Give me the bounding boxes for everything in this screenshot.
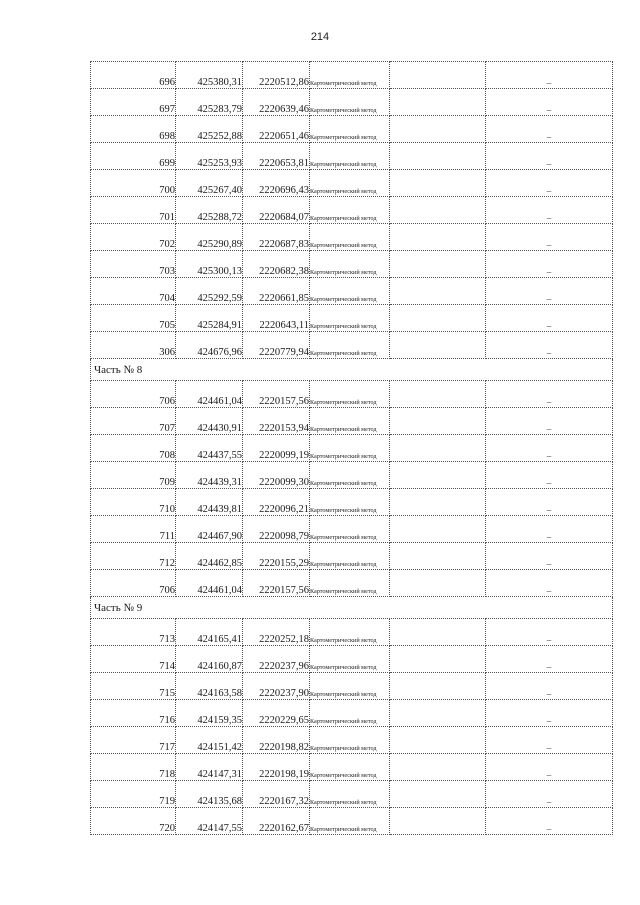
accuracy-cell: – <box>486 89 613 116</box>
y-coordinate-cell: 2220098,79 <box>243 516 310 543</box>
point-number-cell: 715 <box>91 673 176 700</box>
table-row <box>91 381 613 408</box>
method-cell: Картометрический метод <box>310 332 390 359</box>
method-cell: Картометрический метод <box>310 116 390 143</box>
method-cell: Картометрический метод <box>310 570 390 597</box>
point-number-cell: 697 <box>91 89 176 116</box>
table-row <box>91 700 613 727</box>
y-coordinate-cell: 2220229,65 <box>243 700 310 727</box>
empty-cell <box>390 673 486 700</box>
table-row <box>91 516 613 543</box>
point-number-cell: 719 <box>91 781 176 808</box>
y-coordinate-cell: 2220198,19 <box>243 754 310 781</box>
method-cell: Картометрический метод <box>310 462 390 489</box>
empty-cell <box>390 62 486 89</box>
method-cell: Картометрический метод <box>310 251 390 278</box>
y-coordinate-cell: 2220639,46 <box>243 89 310 116</box>
x-coordinate-cell: 424430,91 <box>176 408 243 435</box>
point-number-cell: 701 <box>91 197 176 224</box>
empty-cell <box>390 646 486 673</box>
point-number-cell: 703 <box>91 251 176 278</box>
accuracy-cell: – <box>486 251 613 278</box>
y-coordinate-cell: 2220687,83 <box>243 224 310 251</box>
y-coordinate-cell: 2220155,29 <box>243 543 310 570</box>
x-coordinate-cell: 424163,58 <box>176 673 243 700</box>
y-coordinate-cell: 2220651,46 <box>243 116 310 143</box>
table-row <box>91 727 613 754</box>
x-coordinate-cell: 425283,79 <box>176 89 243 116</box>
accuracy-cell: – <box>486 278 613 305</box>
x-coordinate-cell: 424676,96 <box>176 332 243 359</box>
y-coordinate-cell: 2220167,32 <box>243 781 310 808</box>
method-cell: Картометрический метод <box>310 224 390 251</box>
x-coordinate-cell: 424437,55 <box>176 435 243 462</box>
method-cell: Картометрический метод <box>310 808 390 835</box>
empty-cell <box>390 408 486 435</box>
y-coordinate-cell: 2220162,67 <box>243 808 310 835</box>
point-number-cell: 708 <box>91 435 176 462</box>
accuracy-cell: – <box>486 305 613 332</box>
y-coordinate-cell: 2220099,30 <box>243 462 310 489</box>
point-number-cell: 700 <box>91 170 176 197</box>
accuracy-cell: – <box>486 170 613 197</box>
point-number-cell: 713 <box>91 619 176 646</box>
point-number-cell: 698 <box>91 116 176 143</box>
y-coordinate-cell: 2220653,81 <box>243 143 310 170</box>
section-header <box>91 597 613 619</box>
section-title: Часть № 8 <box>91 359 613 381</box>
table-row <box>91 435 613 462</box>
empty-cell <box>390 305 486 332</box>
y-coordinate-cell: 2220643,11 <box>243 305 310 332</box>
table-row <box>91 570 613 597</box>
x-coordinate-cell: 424151,42 <box>176 727 243 754</box>
empty-cell <box>390 197 486 224</box>
table-row <box>91 62 613 89</box>
y-coordinate-cell: 2220252,18 <box>243 619 310 646</box>
x-coordinate-cell: 424461,04 <box>176 570 243 597</box>
table-row <box>91 808 613 835</box>
method-cell: Картометрический метод <box>310 700 390 727</box>
x-coordinate-cell: 424135,68 <box>176 781 243 808</box>
method-cell: Картометрический метод <box>310 143 390 170</box>
method-cell: Картометрический метод <box>310 516 390 543</box>
empty-cell <box>390 381 486 408</box>
table-row <box>91 754 613 781</box>
y-coordinate-cell: 2220682,38 <box>243 251 310 278</box>
accuracy-cell: – <box>486 462 613 489</box>
accuracy-cell: – <box>486 143 613 170</box>
table-row <box>91 543 613 570</box>
empty-cell <box>390 543 486 570</box>
accuracy-cell: – <box>486 619 613 646</box>
accuracy-cell: – <box>486 516 613 543</box>
method-cell: Картометрический метод <box>310 727 390 754</box>
point-number-cell: 706 <box>91 381 176 408</box>
x-coordinate-cell: 425267,40 <box>176 170 243 197</box>
table-row <box>91 408 613 435</box>
x-coordinate-cell: 424439,31 <box>176 462 243 489</box>
page-number: 214 <box>310 31 330 43</box>
empty-cell <box>390 89 486 116</box>
point-number-cell: 710 <box>91 489 176 516</box>
method-cell: Картометрический метод <box>310 89 390 116</box>
empty-cell <box>390 170 486 197</box>
method-cell: Картометрический метод <box>310 197 390 224</box>
section-header <box>91 359 613 381</box>
table-row <box>91 646 613 673</box>
point-number-cell: 718 <box>91 754 176 781</box>
point-number-cell: 707 <box>91 408 176 435</box>
table-row <box>91 170 613 197</box>
point-number-cell: 699 <box>91 143 176 170</box>
accuracy-cell: – <box>486 808 613 835</box>
method-cell: Картометрический метод <box>310 408 390 435</box>
table-row <box>91 143 613 170</box>
empty-cell <box>390 224 486 251</box>
point-number-cell: 720 <box>91 808 176 835</box>
point-number-cell: 306 <box>91 332 176 359</box>
y-coordinate-cell: 2220661,85 <box>243 278 310 305</box>
accuracy-cell: – <box>486 727 613 754</box>
table-row <box>91 278 613 305</box>
empty-cell <box>390 278 486 305</box>
accuracy-cell: – <box>486 781 613 808</box>
accuracy-cell: – <box>486 646 613 673</box>
accuracy-cell: – <box>486 489 613 516</box>
x-coordinate-cell: 425292,59 <box>176 278 243 305</box>
empty-cell <box>390 808 486 835</box>
x-coordinate-cell: 425300,13 <box>176 251 243 278</box>
section-title: Часть № 9 <box>91 597 613 619</box>
method-cell: Картометрический метод <box>310 754 390 781</box>
coordinates-table-body <box>91 62 613 835</box>
table-row <box>91 89 613 116</box>
accuracy-cell: – <box>486 197 613 224</box>
y-coordinate-cell: 2220696,43 <box>243 170 310 197</box>
accuracy-cell: – <box>486 332 613 359</box>
accuracy-cell: – <box>486 224 613 251</box>
y-coordinate-cell: 2220096,21 <box>243 489 310 516</box>
accuracy-cell: – <box>486 435 613 462</box>
y-coordinate-cell: 2220157,56 <box>243 381 310 408</box>
point-number-cell: 711 <box>91 516 176 543</box>
point-number-cell: 709 <box>91 462 176 489</box>
accuracy-cell: – <box>486 673 613 700</box>
method-cell: Картометрический метод <box>310 646 390 673</box>
y-coordinate-cell: 2220779,94 <box>243 332 310 359</box>
method-cell: Картометрический метод <box>310 170 390 197</box>
method-cell: Картометрический метод <box>310 435 390 462</box>
empty-cell <box>390 619 486 646</box>
x-coordinate-cell: 424147,55 <box>176 808 243 835</box>
table-row <box>91 251 613 278</box>
method-cell: Картометрический метод <box>310 305 390 332</box>
table-row <box>91 224 613 251</box>
method-cell: Картометрический метод <box>310 62 390 89</box>
point-number-cell: 702 <box>91 224 176 251</box>
y-coordinate-cell: 2220198,82 <box>243 727 310 754</box>
x-coordinate-cell: 424160,87 <box>176 646 243 673</box>
y-coordinate-cell: 2220237,90 <box>243 673 310 700</box>
y-coordinate-cell: 2220099,19 <box>243 435 310 462</box>
point-number-cell: 714 <box>91 646 176 673</box>
x-coordinate-cell: 425380,31 <box>176 62 243 89</box>
table-row <box>91 673 613 700</box>
empty-cell <box>390 116 486 143</box>
accuracy-cell: – <box>486 754 613 781</box>
table-row <box>91 332 613 359</box>
empty-cell <box>390 332 486 359</box>
point-number-cell: 705 <box>91 305 176 332</box>
method-cell: Картометрический метод <box>310 489 390 516</box>
empty-cell <box>390 251 486 278</box>
accuracy-cell: – <box>486 570 613 597</box>
y-coordinate-cell: 2220684,07 <box>243 197 310 224</box>
x-coordinate-cell: 425288,72 <box>176 197 243 224</box>
table-row <box>91 197 613 224</box>
table-row <box>91 781 613 808</box>
accuracy-cell: – <box>486 543 613 570</box>
x-coordinate-cell: 425252,88 <box>176 116 243 143</box>
accuracy-cell: – <box>486 700 613 727</box>
accuracy-cell: – <box>486 408 613 435</box>
table-row <box>91 462 613 489</box>
table-row <box>91 489 613 516</box>
y-coordinate-cell: 2220157,56 <box>243 570 310 597</box>
x-coordinate-cell: 424147,31 <box>176 754 243 781</box>
empty-cell <box>390 489 486 516</box>
method-cell: Картометрический метод <box>310 673 390 700</box>
x-coordinate-cell: 425284,91 <box>176 305 243 332</box>
empty-cell <box>390 700 486 727</box>
accuracy-cell: – <box>486 381 613 408</box>
empty-cell <box>390 727 486 754</box>
x-coordinate-cell: 425253,93 <box>176 143 243 170</box>
y-coordinate-cell: 2220153,94 <box>243 408 310 435</box>
point-number-cell: 717 <box>91 727 176 754</box>
method-cell: Картометрический метод <box>310 781 390 808</box>
empty-cell <box>390 462 486 489</box>
accuracy-cell: – <box>486 62 613 89</box>
x-coordinate-cell: 424461,04 <box>176 381 243 408</box>
method-cell: Картометрический метод <box>310 619 390 646</box>
coordinates-table <box>90 61 613 835</box>
table-row <box>91 116 613 143</box>
empty-cell <box>390 516 486 543</box>
table-row <box>91 305 613 332</box>
x-coordinate-cell: 424467,90 <box>176 516 243 543</box>
x-coordinate-cell: 424462,85 <box>176 543 243 570</box>
accuracy-cell: – <box>486 116 613 143</box>
empty-cell <box>390 754 486 781</box>
y-coordinate-cell: 2220512,86 <box>243 62 310 89</box>
empty-cell <box>390 781 486 808</box>
x-coordinate-cell: 424165,41 <box>176 619 243 646</box>
point-number-cell: 716 <box>91 700 176 727</box>
x-coordinate-cell: 425290,89 <box>176 224 243 251</box>
method-cell: Картометрический метод <box>310 278 390 305</box>
empty-cell <box>390 570 486 597</box>
method-cell: Картометрический метод <box>310 381 390 408</box>
point-number-cell: 704 <box>91 278 176 305</box>
x-coordinate-cell: 424159,35 <box>176 700 243 727</box>
method-cell: Картометрический метод <box>310 543 390 570</box>
empty-cell <box>390 143 486 170</box>
point-number-cell: 706 <box>91 570 176 597</box>
empty-cell <box>390 435 486 462</box>
x-coordinate-cell: 424439,81 <box>176 489 243 516</box>
table-row <box>91 619 613 646</box>
point-number-cell: 696 <box>91 62 176 89</box>
y-coordinate-cell: 2220237,96 <box>243 646 310 673</box>
point-number-cell: 712 <box>91 543 176 570</box>
